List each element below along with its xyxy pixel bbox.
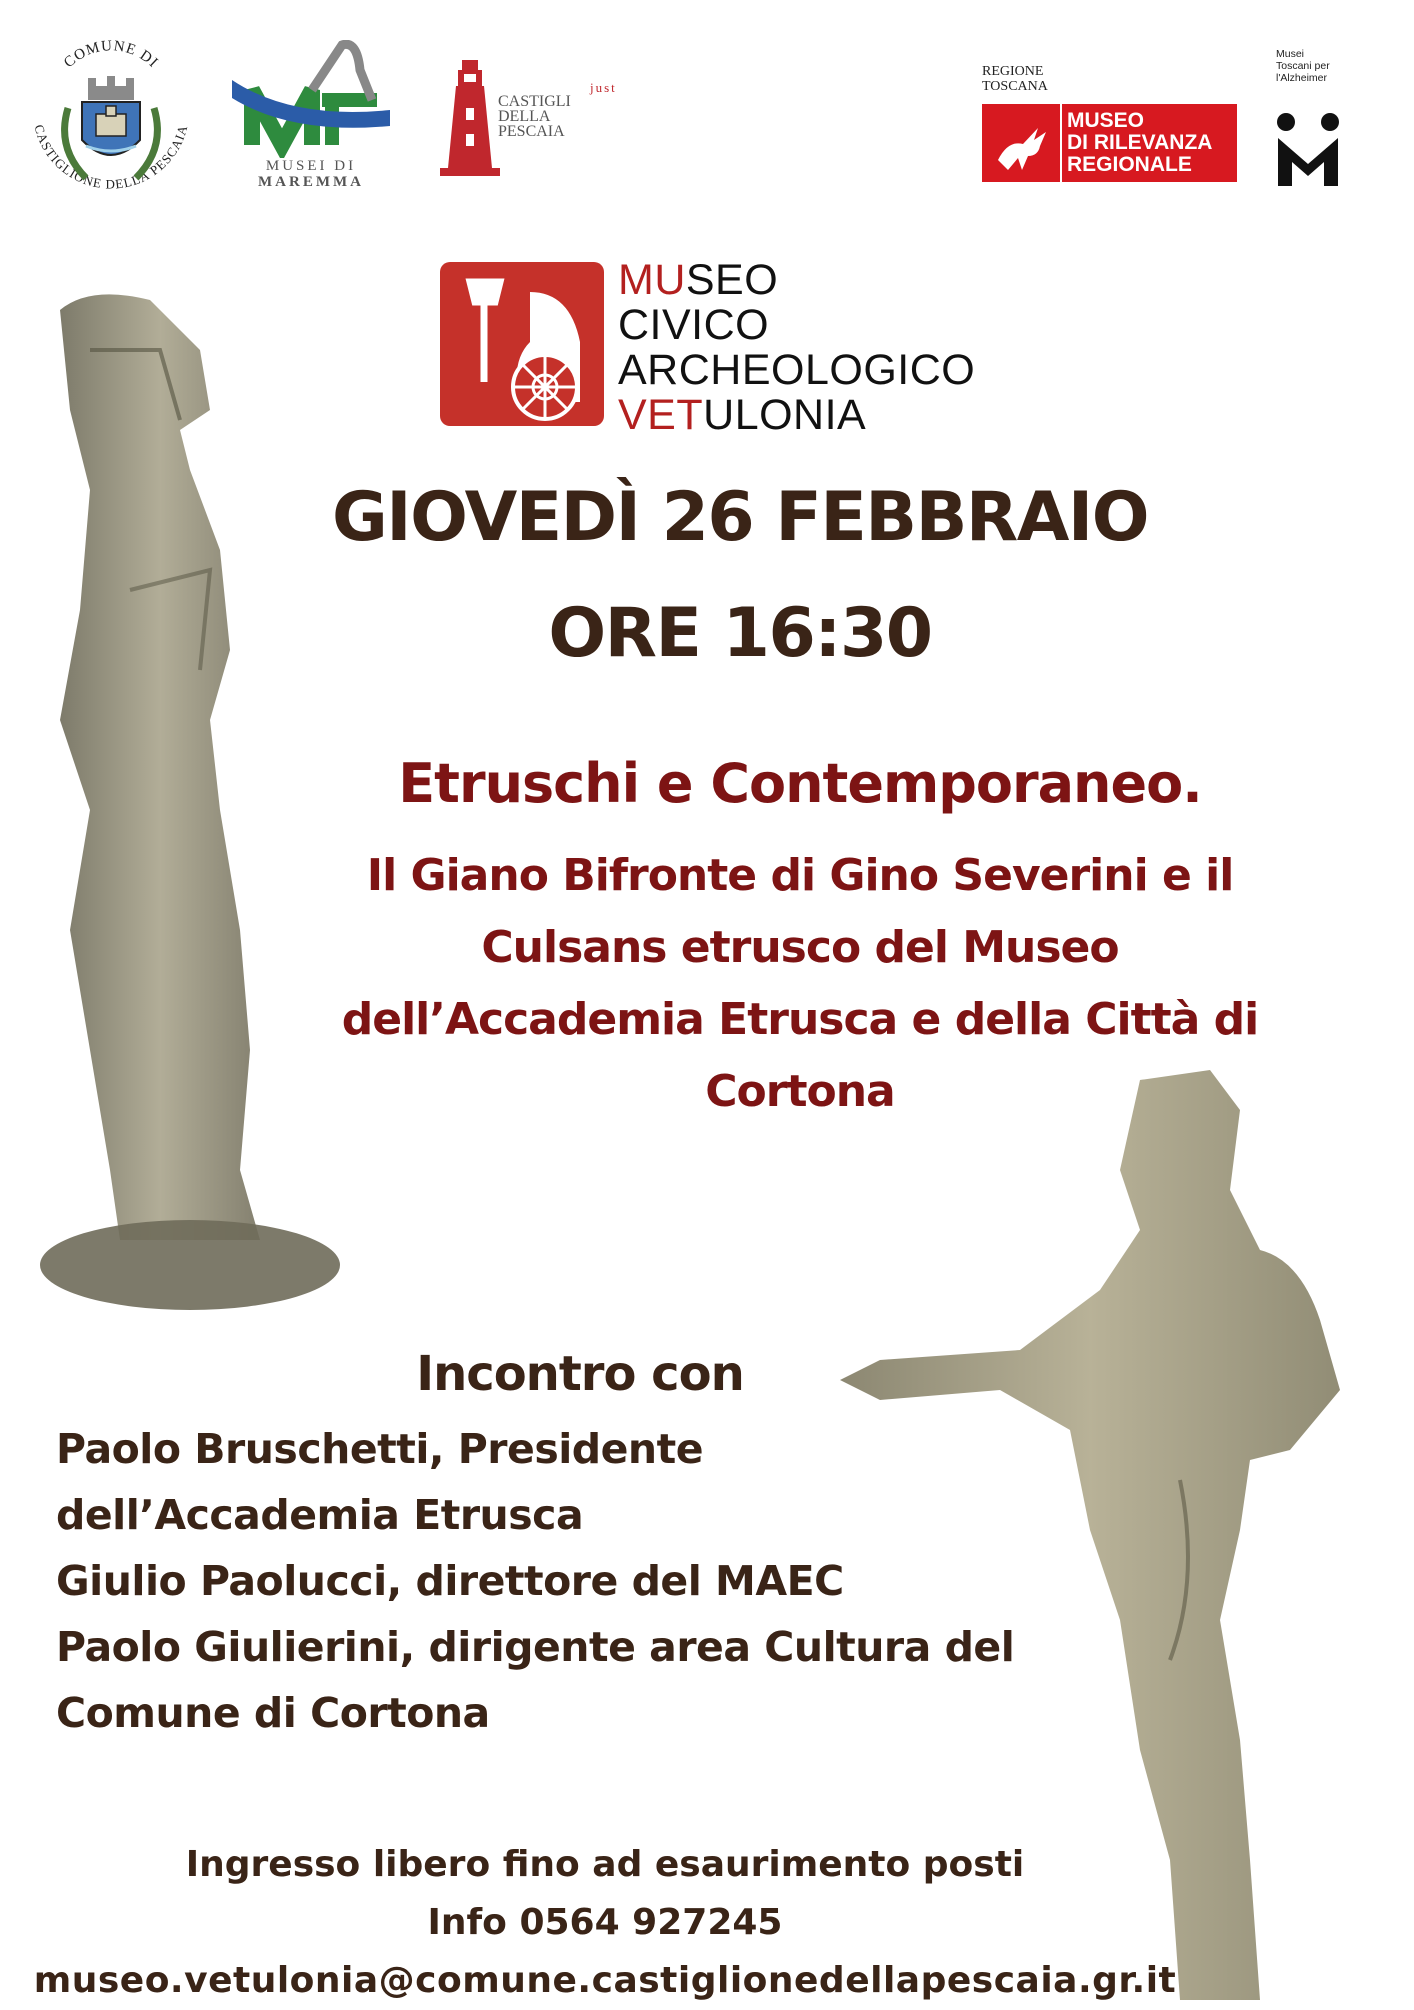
castiglione-line2: DELLA bbox=[498, 108, 551, 125]
musei-maremma-line1: MUSEI DI bbox=[265, 158, 357, 174]
event-title: Etruschi e Contemporaneo. bbox=[398, 752, 1202, 815]
musei-alzheimer-label bbox=[1276, 48, 1330, 84]
subtitle-line: Culsans etrusco del Museo bbox=[481, 922, 1119, 973]
castiglione-tag: just bbox=[590, 80, 617, 95]
comune-crest-icon bbox=[26, 28, 196, 208]
event-subtitle bbox=[270, 840, 1330, 1128]
museo-vetulonia-logo bbox=[440, 262, 604, 426]
svg-text:CASTIGLIONE DELLA PESCAIA: CASTIGLIONE DELLA PESCAIA bbox=[31, 122, 191, 192]
regione-box-line2: DI RILEVANZA bbox=[1067, 131, 1213, 154]
speakers-heading: Incontro con bbox=[416, 1346, 744, 1402]
alzheimer-line2: Toscani per bbox=[1276, 60, 1330, 72]
speaker-line: Paolo Giulierini, dirigente area Cultura del bbox=[56, 1623, 1015, 1671]
museo-line4-red: VET bbox=[618, 391, 704, 439]
subtitle-line: dell’Accademia Etrusca e della Città di bbox=[341, 994, 1259, 1045]
severini-statue-image bbox=[30, 290, 340, 1360]
regione-divider bbox=[1060, 104, 1062, 182]
regione-box-line3: REGIONALE bbox=[1067, 153, 1192, 176]
castiglione-logo bbox=[440, 58, 625, 178]
musei-maremma-logo bbox=[232, 40, 390, 200]
alzheimer-line1: Musei bbox=[1276, 48, 1305, 60]
speakers-list bbox=[56, 1416, 1014, 1746]
musei-maremma-line2: MAREMMA bbox=[258, 174, 364, 190]
musei-alzheimer-logo bbox=[1276, 112, 1340, 186]
subtitle-line: Cortona bbox=[705, 1066, 895, 1117]
entry-note: Ingresso libero fino ad esaurimento posti bbox=[185, 1844, 1025, 1885]
event-date: GIOVEDÌ 26 FEBBRAIO bbox=[331, 478, 1149, 557]
museo-line4-rest: ULONIA bbox=[703, 391, 867, 439]
museo-vetulonia-logo-icon bbox=[440, 262, 604, 426]
pegasus-icon bbox=[988, 110, 1054, 176]
regione-box-line1: MUSEO bbox=[1067, 109, 1145, 132]
event-time: ORE 16:30 bbox=[548, 594, 932, 673]
svg-text:COMUNE DI: COMUNE DI bbox=[61, 38, 162, 72]
museo-line1-red: MU bbox=[618, 256, 686, 304]
speaker-line: Comune di Cortona bbox=[56, 1689, 490, 1737]
regione-label-line2: TOSCANA bbox=[982, 79, 1048, 94]
musei-maremma-logo-icon bbox=[232, 40, 390, 158]
castiglione-line1: CASTIGLI bbox=[498, 93, 571, 110]
alzheimer-line3: l'Alzheimer bbox=[1276, 72, 1328, 84]
museo-line1 bbox=[618, 258, 975, 303]
speaker-line: Giulio Paolucci, direttore del MAEC bbox=[56, 1557, 844, 1605]
lighthouse-icon bbox=[440, 58, 500, 178]
museo-rilevanza-regionale-badge bbox=[982, 104, 1237, 182]
castiglione-line3: PESCAIA bbox=[498, 123, 565, 140]
speaker-line: Paolo Bruschetti, Presidente bbox=[56, 1425, 704, 1473]
email-address: museo.vetulonia@comune.castiglionedellapescaia.gr.it bbox=[33, 1960, 1177, 2001]
speaker-line: dell’Accademia Etrusca bbox=[56, 1491, 584, 1539]
subtitle-line: Il Giano Bifronte di Gino Severini e il bbox=[366, 850, 1234, 901]
footer-info bbox=[0, 1836, 1210, 2010]
museo-line4 bbox=[618, 393, 975, 438]
museo-line3: ARCHEOLOGICO bbox=[618, 346, 976, 394]
regione-label bbox=[982, 64, 1048, 94]
museo-name bbox=[618, 258, 975, 438]
museo-line1-rest: SEO bbox=[685, 256, 779, 304]
museo-line2: CIVICO bbox=[618, 301, 770, 349]
comune-logo bbox=[26, 28, 196, 208]
regione-label-line1: REGIONE bbox=[982, 64, 1044, 79]
alzheimer-m-icon bbox=[1276, 112, 1340, 186]
phone-info: Info 0564 927245 bbox=[427, 1902, 783, 1943]
